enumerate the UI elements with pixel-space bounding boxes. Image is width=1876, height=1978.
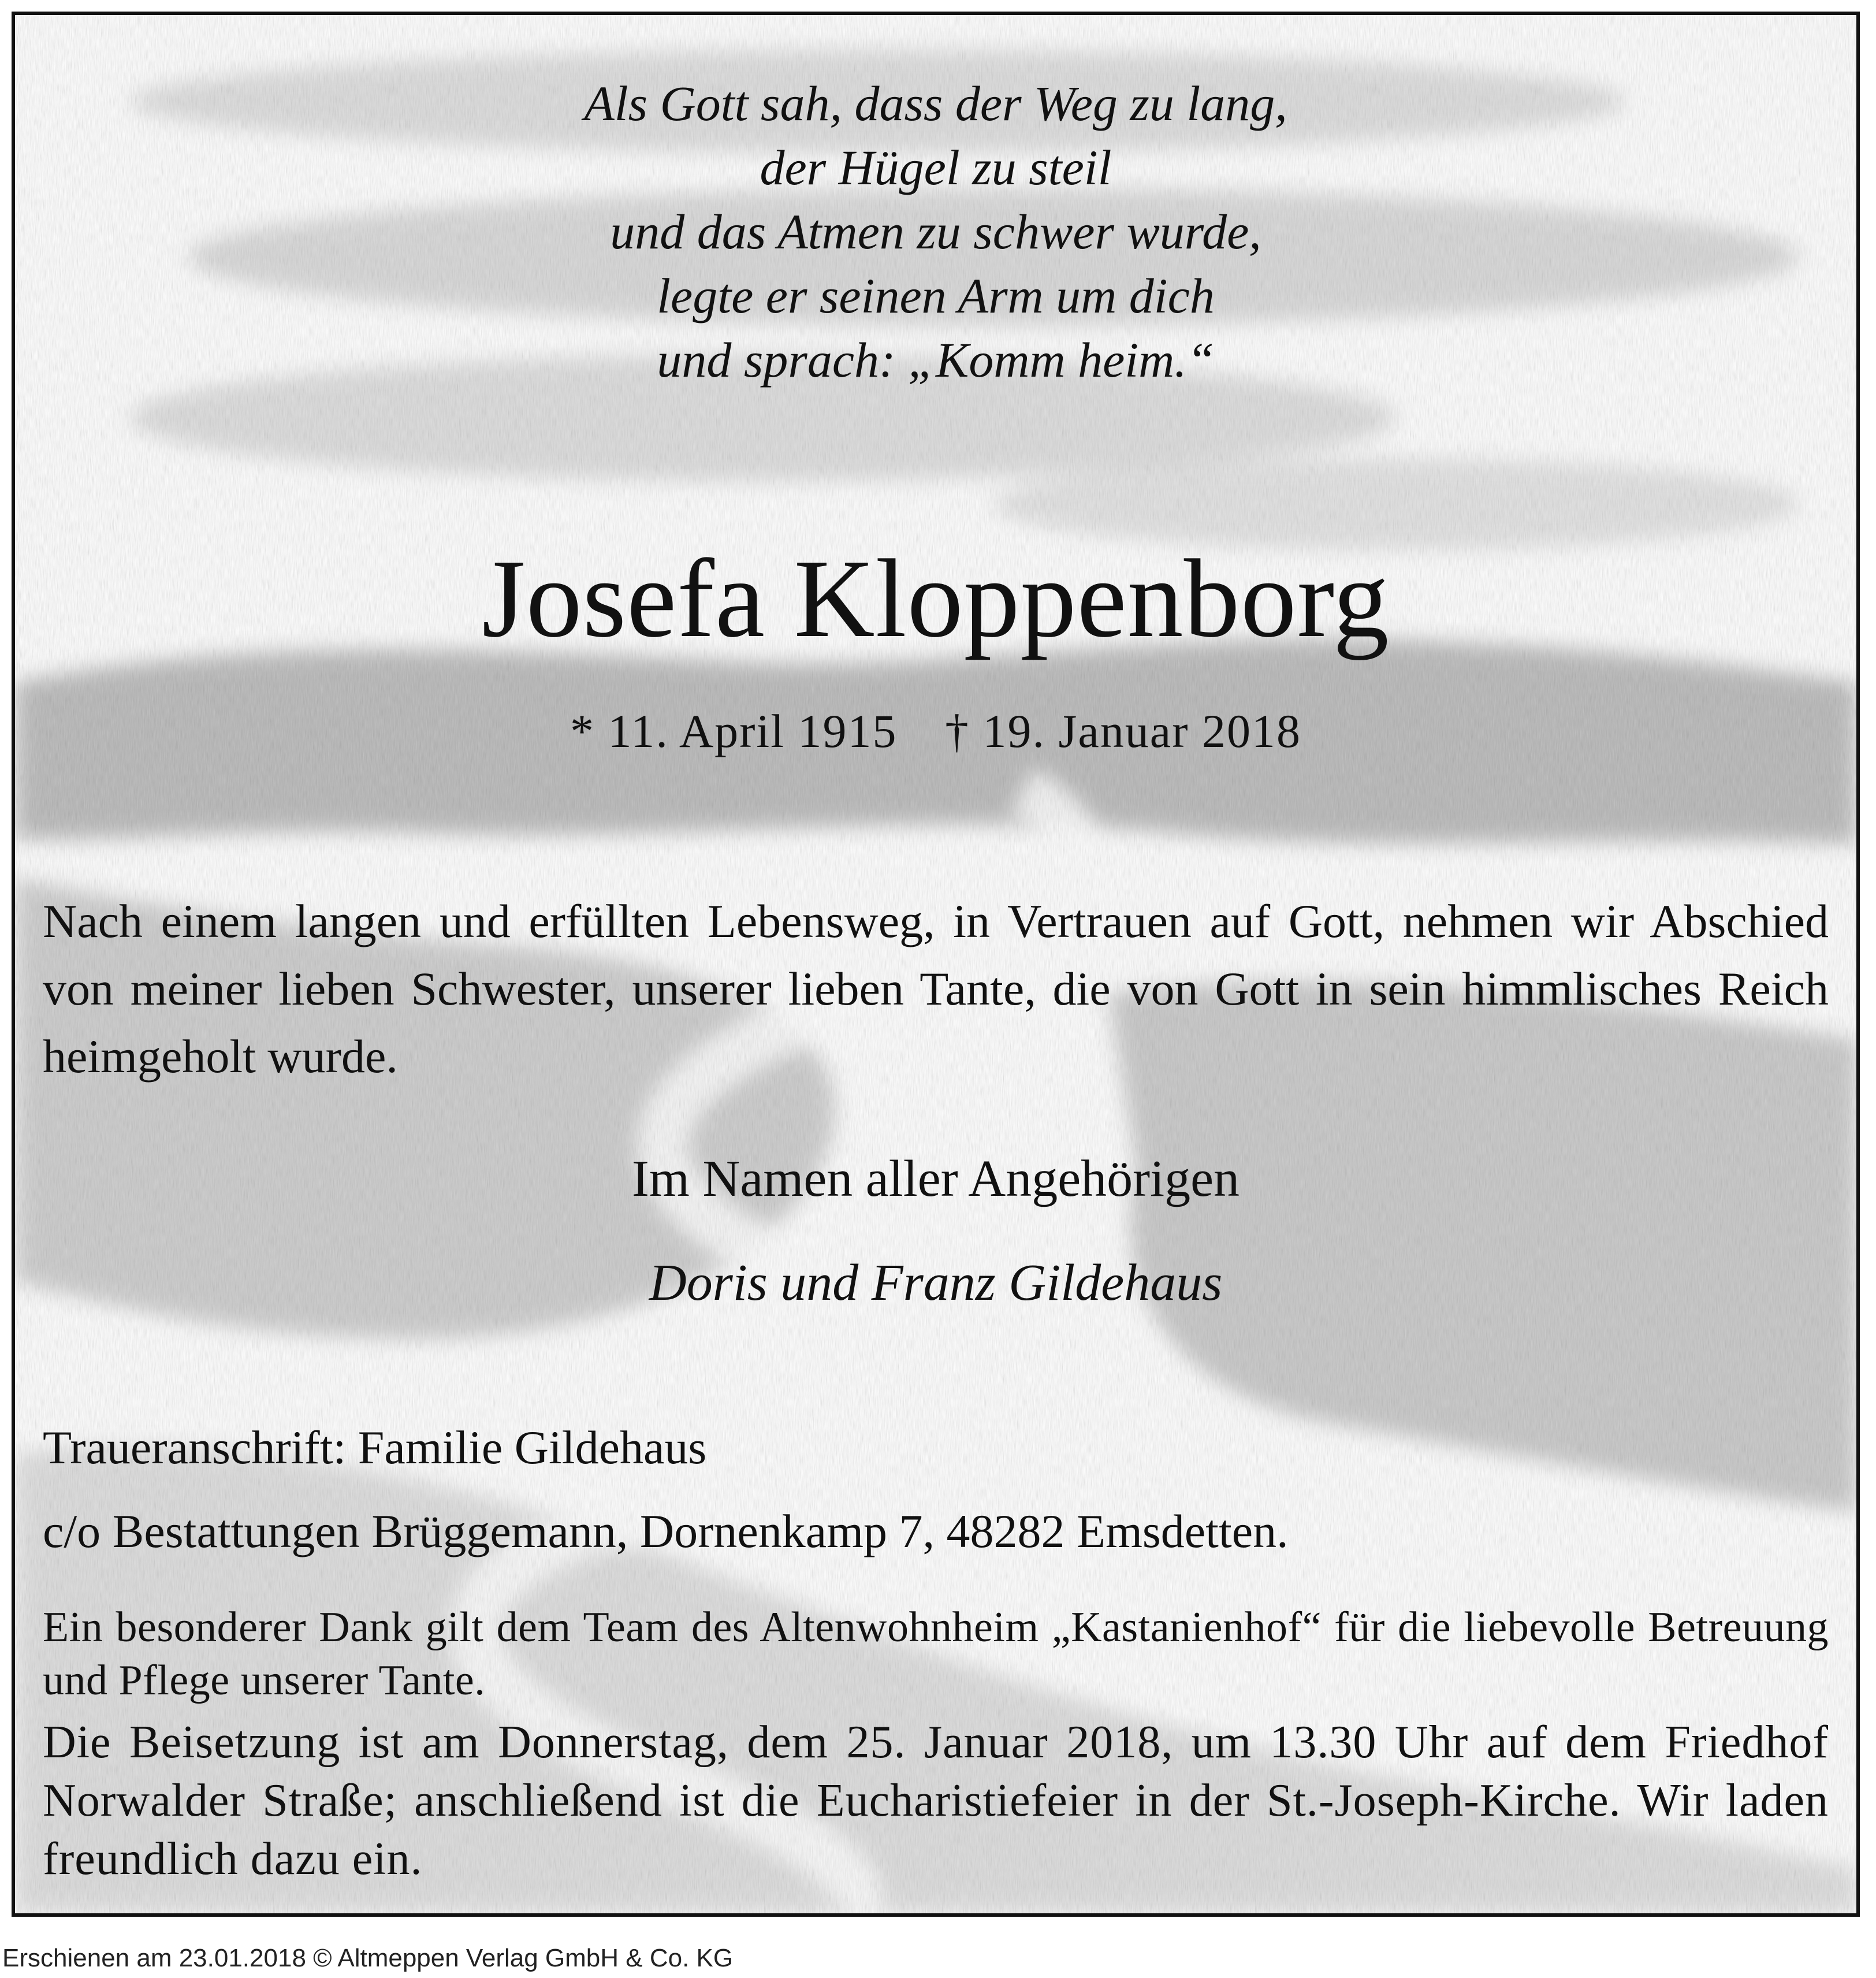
obituary-content (15, 15, 1856, 1913)
poem-line: legte er seinen Arm um dich (657, 268, 1215, 324)
poem-line: der Hügel zu steil (760, 140, 1112, 195)
funeral-text: Die Beisetzung ist am Donnerstag, dem 25. Januar 2018, um 13.30 Uhr auf dem Friedhof Norwalder Straße; anschließend ist die Eucharistiefeier in der St.-Joseph-Kirche. Wir laden freundlich dazu ein. (43, 1717, 1829, 1884)
poem (15, 72, 1856, 392)
birth-date: * 11. April 1915 (570, 705, 898, 757)
mourning-address-line1: Traueranschrift: Familie Gildehaus (43, 1421, 707, 1474)
mourning-address-line2: c/o Bestattungen Brüggemann, Dornenkamp 7, 48282 Emsdetten. (43, 1505, 1289, 1557)
publication-footer: Erschienen am 23.01.2018 © Altmeppen Verlag GmbH & Co. KG (2, 1944, 734, 1972)
signature-heading: Im Namen aller Angehörigen (631, 1150, 1240, 1207)
thanks-text: Ein besonderer Dank gilt dem Team des Altenwohnheim „Kastanienhof“ für die liebevolle Betreuung und Pflege unserer Tante. (43, 1604, 1829, 1704)
poem-line: und sprach: „Komm heim.“ (657, 332, 1215, 388)
poem-line: und das Atmen zu schwer wurde, (610, 204, 1261, 259)
deceased-name: Josefa Kloppenborg (482, 536, 1390, 660)
obituary-frame (12, 12, 1860, 1917)
poem-line: Als Gott sah, dass der Weg zu lang, (584, 76, 1287, 131)
intro-text: Nach einem langen und erfüllten Lebensweg, in Vertrauen auf Gott, nehmen wir Abschied von meiner lieben Schwester, unserer lieben Tante, die von Gott in sein himmlisches Reich heimgeholt wurde. (43, 895, 1829, 1083)
signature-names: Doris und Franz Gildehaus (649, 1254, 1223, 1311)
life-dates (15, 702, 1856, 760)
death-date: † 19. Januar 2018 (945, 705, 1302, 757)
